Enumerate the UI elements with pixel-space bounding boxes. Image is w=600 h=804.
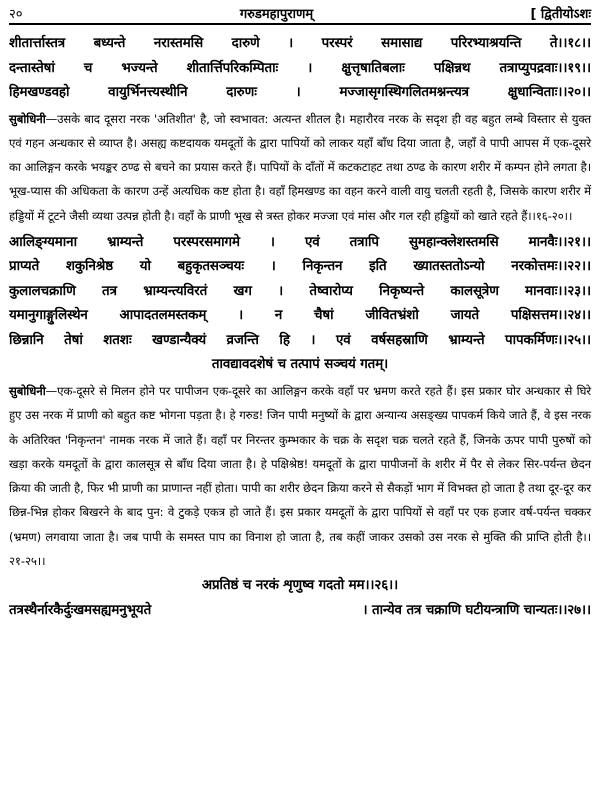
verse-line-split [9,598,591,623]
commentary-lead: सुबोधिनी [9,383,46,398]
book-title: गरुडमहापुराणम् [239,7,314,22]
verse-line: कुलालचक्राणि तत्र भ्राम्यन्त्यविरतं खग । तेष्वारोप्य निकृष्यन्ते कालसूत्रेण मानवाः।।२३।। [9,282,591,299]
verse-line: प्राप्यते शकुनिश्रेष्ठ यो बहुकृतसञ्चयः । निकृन्तन इति ख्यातस्ततोऽन्यो नरकोत्तमः।।२२।। [9,258,591,275]
verse-line: छिन्नानि तेषां शतशः खण्डान्यैक्यं व्रजन्ति हि । एवं वर्षसहस्राणि भ्राम्यन्ते पापकर्मिणः।।२५।। [9,331,591,348]
page-number: २० [9,7,23,22]
verse-line-centered: तावद्यावदशेषं च तत्पापं सञ्चयं गतम्। [211,356,389,373]
verse-line: शीतार्त्तास्तत्र बध्यन्ते नरास्तमसि दारुणे । परस्परं समासाद्य परिरभ्याश्रयन्ति ते।।१८।। [9,35,591,51]
commentary-lead: सुबोधिनी [9,111,46,126]
commentary-text: —एक-दूसरे से मिलन होने पर पापीजन एक-दूसरे का आलिङ्गन करके वहाँ पर भ्रमण करते रहते हैं। इस प्रकार घोर अन्धकार से घिरे हुए उस नरक में प्राणी को बहुत कष्ट भोगना पड़ता है। हे गरुड! जिन पापी मनुष्यों के द्वारा अन्यान्य असङ्ख्य पापकर्म किये जाते हैं, वे इस नरक के अतिरिक्त 'निकृन्तन' नामक नरक में जाते हैं। वहाँ पर निरन्तर कुम्भकार के चक्र के सदृश चक्र चलते रहते हैं, जिनके ऊपर पापी पुरुषों को खड़ा करके यमदूतों के द्वारा कालसूत्र से बाँध दिया जाता है। हे पक्षिश्रेष्ठ! यमदूतों के द्वारा पापीजनों के शरीर में पैर से लेकर सिर-पर्यन्त छेदन क्रिया की जाती है, फिर भी प्राणी का प्राणान्त नहीं होता। पापी का शरीर छेदन क्रिया करने से सैकड़ों भाग में विभक्त हो जाता है तथा दूर-दूर कर छिन्न-भिन्न होकर बिखरने के बाद पुन: वे टुकड़े एकत्र हो जाते हैं। इस प्रकार यमदूतों के द्वारा पापियों से वहाँ पर एक हजार वर्ष-पर्यन्त चक्कर (भ्रमण) लगवाया जाता है। जब पापी के समस्त पाप का विनाश हो जाता है, तब कहीं जाकर उसको उस नरक से मुक्ति की प्राप्ति होती है।।२१-२५।। [9,383,591,569]
commentary-paragraph [9,107,591,228]
commentary-paragraph [9,379,591,573]
verse-line: दन्तास्तेषां च भज्यन्ते शीतार्त्तिपरिकम्पिताः । क्षुत्तृषातिबलाः पक्षिन्नथ तत्राप्युपद्रवाः।।१९।। [9,59,591,76]
verse-block-18-20 [9,31,591,105]
chapter-label: [ द्वितीयोऽशः [530,7,591,22]
verse-block-21-25 [9,230,591,377]
commentary-text: —उसके बाद दूसरा नरक 'अतिशीत' है, जो स्वभावत: अत्यन्त शीतल है। महारौरव नरक के सदृश ही वह बहुत लम्बे विस्तार से युक्त एवं गहन अन्धकार से व्याप्त है। असह्य कष्टदायक यमदूतों के द्वारा पापियों को लाकर यहाँ बाँध दिया जाता है, जहाँ वे पापी आपस में एक-दूसरे का आलिङ्गन करके भयङ्कर ठण्ढ से बचने का प्रयास करते हैं। पापियों के दाँतों में कटकटाहट तथा ठण्ढ के कारण शरीर में कम्पन होने लगता है। भूख-प्यास की अधिकता के कारण उन्हें अत्यधिक कष्ट होता है। वहाँ हिमखण्ड का वहन करने वाली वायु चलती रहती है, जिसके कारण शरीर में हड्डियों में टूटने जैसी व्यथा उत्पन्न होती है। वहाँ के प्राणी भूख से त्रस्त होकर मज्जा एवं मांस और गल रही हड्डियों को खाते रहते हैं।।१६-२०।। [9,111,591,223]
verse-line-centered: अप्रतिष्ठं च नरकं शृणुष्व गदतो मम।।२६।। [201,577,399,594]
verse-line: यमानुगाङ्गुलिस्थेन आपादतलमस्तकम् । न चैषां जीवितभ्रंशो जायते पक्षिसत्तम।।२४।। [9,307,591,324]
page-header [9,4,591,25]
verse-block-26-27 [9,573,591,622]
verse-half-right: । तान्येव तत्र चक्राणि घटीयन्त्राणि चान्यतः।।२७।। [362,601,591,618]
verse-half-left: तत्रस्थैर्नारकैर्दुःखमसह्यमनुभूयते [9,601,152,618]
verse-line: हिमखण्डवहो वायुर्भिनत्त्यस्थीनि दारुणः । मज्जासृगस्थिगलितमश्नन्त्यत्र क्षुधान्विताः।।२०।। [9,84,591,100]
verse-line: आलिङ्ग्यमाना भ्राम्यन्ते परस्परसमागमे । एवं तत्रापि सुमहान्क्लेशस्तमसि मानवैः।।२१।। [9,233,591,250]
